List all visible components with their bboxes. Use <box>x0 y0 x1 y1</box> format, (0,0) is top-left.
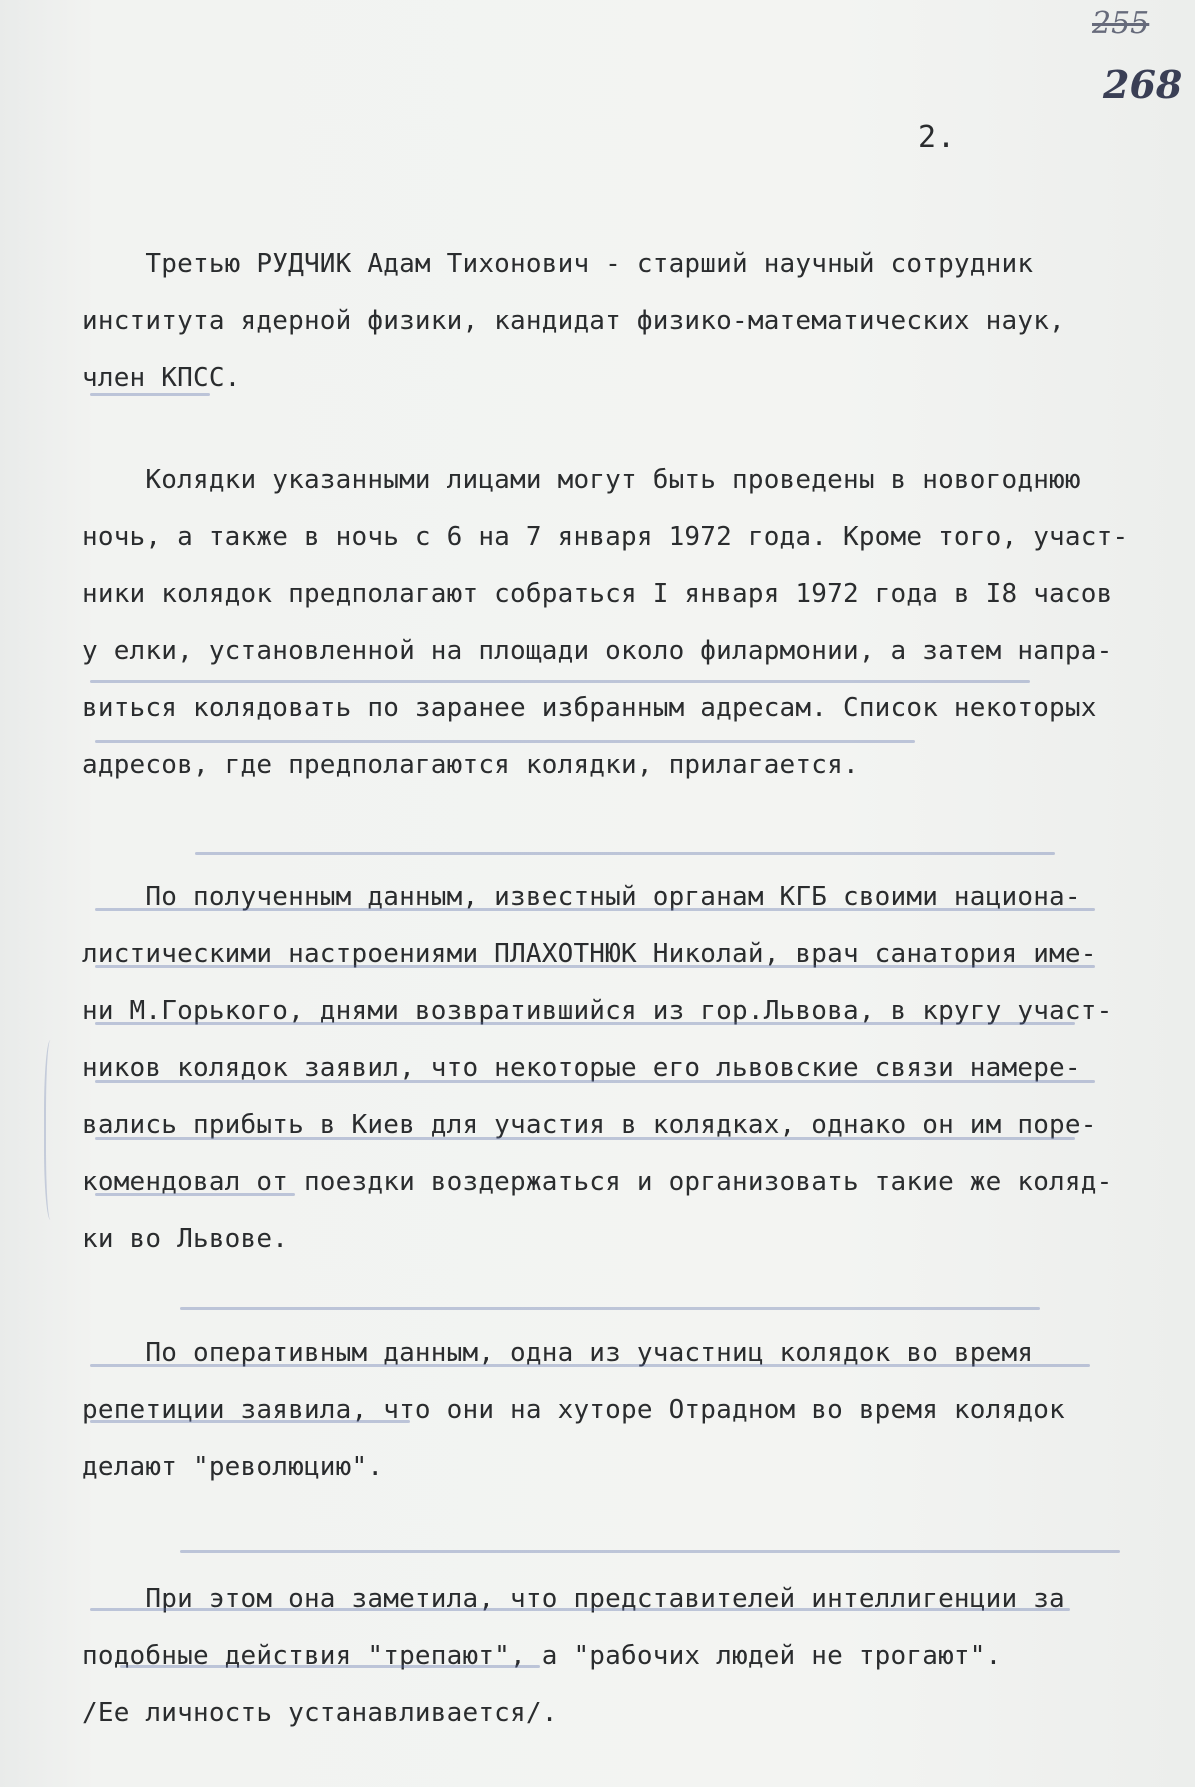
text-line: виться колядовать по заранее избранным адресам. Список некоторых <box>82 693 1097 723</box>
text-line: Колядки указанными лицами могут быть проведены в новогоднюю <box>82 465 1081 495</box>
margin-pencil-mark <box>44 1040 60 1220</box>
document-body <box>82 236 1172 1742</box>
archive-page-number: 268 <box>1103 62 1183 107</box>
text-line: член КПСС. <box>82 363 241 393</box>
text-line: репетиции заявила, что они на хуторе Отрадном во время колядок <box>82 1395 1065 1425</box>
ink-underline <box>95 1022 1075 1025</box>
text-line: По оперативным данным, одна из участниц колядок во время <box>82 1338 1034 1368</box>
ink-underline <box>180 1550 1120 1553</box>
ink-underline <box>95 965 1095 968</box>
ink-underline <box>90 1420 410 1423</box>
text-line: /Ее личность устанавливается/. <box>82 1698 558 1728</box>
ink-underline <box>95 740 915 743</box>
ink-underline <box>195 852 1055 855</box>
archive-old-number: 255 <box>1092 6 1150 41</box>
ink-underline <box>120 1665 540 1668</box>
ink-underline <box>90 680 1030 683</box>
text-line: ники колядок предполагают собраться I января 1972 года в I8 часов <box>82 579 1113 609</box>
text-line: делают "революцию". <box>82 1452 384 1482</box>
paragraph-3 <box>82 869 1172 1268</box>
text-line: вались прибыть в Киев для участия в колядках, однако он им поре- <box>82 1110 1097 1140</box>
paragraph-1 <box>82 236 1172 407</box>
ink-underline <box>95 1080 1095 1083</box>
text-line: ки во Львове. <box>82 1224 289 1254</box>
text-line: ников колядок заявил, что некоторые его львовские связи намере- <box>82 1053 1081 1083</box>
text-line: адресов, где предполагаются колядки, прилагается. <box>82 750 859 780</box>
text-line: комендовал от поездки воздержаться и организовать такие же коляд- <box>82 1167 1113 1197</box>
ink-underline <box>95 1137 1075 1140</box>
page-number: 2. <box>918 120 957 155</box>
text-line: ночь, а также в ночь с 6 на 7 января 1972 года. Кроме того, участ- <box>82 522 1129 552</box>
text-line: листическими настроениями ПЛАХОТНЮК Николай, врач санатория име- <box>82 939 1097 969</box>
ink-underline <box>90 393 210 396</box>
paragraph-4 <box>82 1325 1172 1496</box>
ink-underline <box>95 908 1095 911</box>
ink-underline <box>180 1307 1040 1310</box>
text-line: у елки, установленной на площади около филармонии, а затем напра- <box>82 636 1113 666</box>
ink-underline <box>90 1608 1070 1611</box>
text-line: института ядерной физики, кандидат физико-математических наук, <box>82 306 1065 336</box>
text-line: подобные действия "трепают", а "рабочих людей не трогают". <box>82 1641 1002 1671</box>
ink-underline <box>95 1193 295 1196</box>
text-line: При этом она заметила, что представителей интеллигенции за <box>82 1584 1065 1614</box>
text-line: Третью РУДЧИК Адам Тихонович - старший научный сотрудник <box>82 249 1034 279</box>
ink-underline <box>90 1364 1090 1367</box>
paragraph-5 <box>82 1571 1172 1742</box>
text-line: По полученным данным, известный органам КГБ своими национа- <box>82 882 1081 912</box>
text-line: ни М.Горького, днями возвратившийся из гор.Львова, в кругу участ- <box>82 996 1113 1026</box>
